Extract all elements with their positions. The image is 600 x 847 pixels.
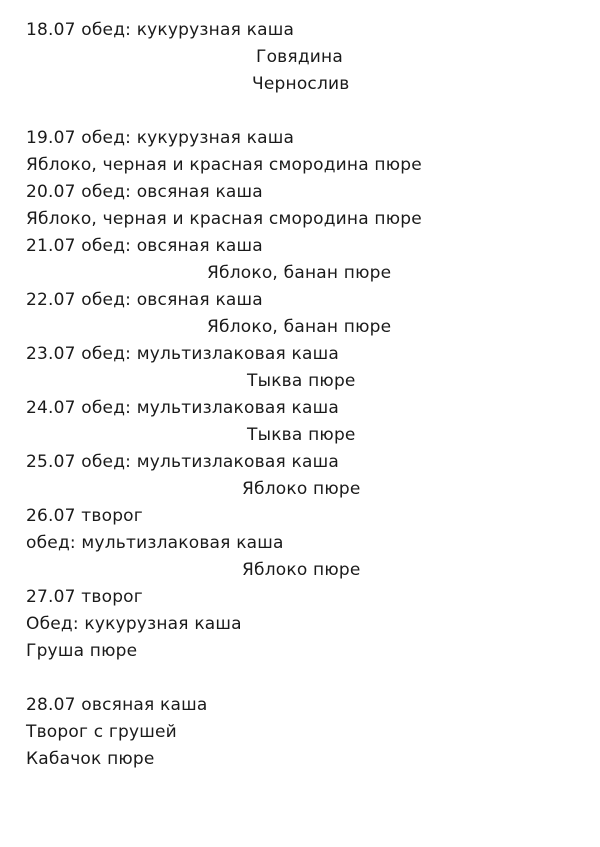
menu-line: Кабачок пюре	[26, 749, 155, 769]
menu-line: Говядина	[256, 47, 343, 67]
menu-line: 25.07 обед: мультизлаковая каша	[26, 452, 339, 472]
menu-line: Яблоко, черная и красная смородина пюре	[26, 209, 422, 229]
menu-line: Яблоко пюре	[242, 479, 361, 499]
menu-line: Тыква пюре	[247, 425, 356, 445]
menu-line: 24.07 обед: мультизлаковая каша	[26, 398, 339, 418]
menu-line: Творог с грушей	[26, 722, 177, 742]
menu-line: Обед: кукурузная каша	[26, 614, 242, 634]
menu-line: Груша пюре	[26, 641, 138, 661]
menu-line: 23.07 обед: мультизлаковая каша	[26, 344, 339, 364]
menu-line: Яблоко, банан пюре	[207, 263, 392, 283]
menu-line: обед: мультизлаковая каша	[26, 533, 284, 553]
menu-line: 27.07 творог	[26, 587, 143, 607]
menu-line: 20.07 обед: овсяная каша	[26, 182, 263, 202]
menu-line: Яблоко, банан пюре	[207, 317, 392, 337]
menu-line: Яблоко, черная и красная смородина пюре	[26, 155, 422, 175]
menu-line: 22.07 обед: овсяная каша	[26, 290, 263, 310]
menu-line: 18.07 обед: кукурузная каша	[26, 20, 295, 40]
menu-line: 21.07 обед: овсяная каша	[26, 236, 263, 256]
menu-line: Чернослив	[252, 74, 350, 94]
menu-line: 19.07 обед: кукурузная каша	[26, 128, 295, 148]
menu-line: 26.07 творог	[26, 506, 143, 526]
menu-line: 28.07 овсяная каша	[26, 695, 208, 715]
menu-line: Тыква пюре	[247, 371, 356, 391]
menu-line: Яблоко пюре	[242, 560, 361, 580]
